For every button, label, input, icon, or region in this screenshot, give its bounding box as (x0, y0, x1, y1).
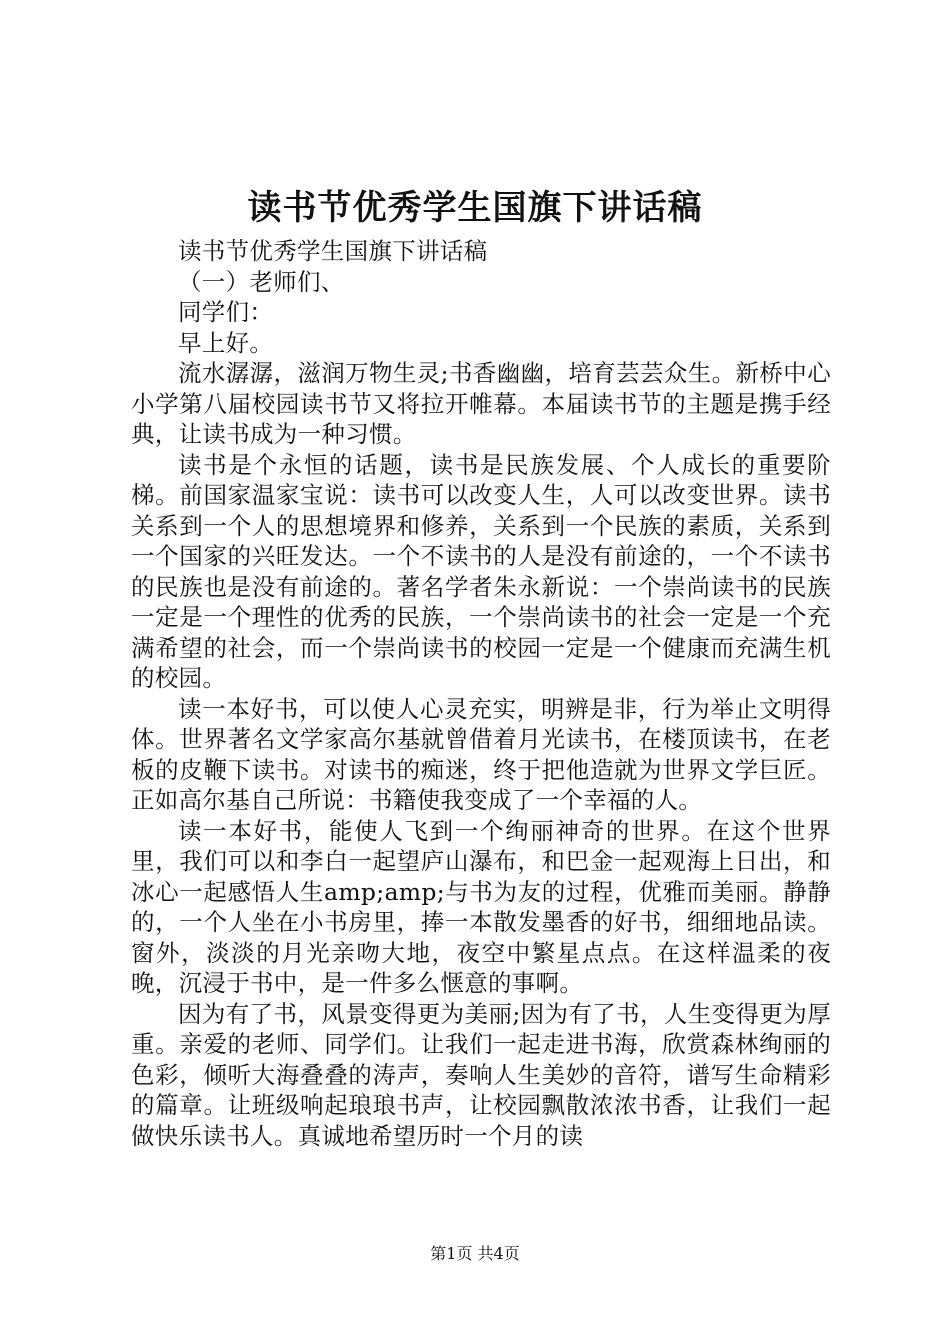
paragraph: 早上好。 (178, 328, 274, 357)
document-title: 读书节优秀学生国旗下讲话稿 (247, 188, 703, 228)
paragraph: 流水潺潺，滋润万物生灵;书香幽幽，培育芸芸众生。新桥中心小学第八届校园读书节又将拉开帷幕。本届读书节的主题是携手经典，让读书成为一种习惯。 (131, 359, 831, 448)
paragraph: 同学们： (178, 298, 274, 326)
paragraph: 读一本好书，可以使人心灵充实，明辨是非，行为举止文明得体。世界著名文学家高尔基就曾借着月光读书，在楼顶读书，在老板的皮鞭下读书。对读书的痴迷，终于把他造就为世界文学巨匠。正如高尔基自己所说：书籍使我变成了一个幸福的人。 (131, 694, 831, 814)
paragraph: 因为有了书，风景变得更为美丽;因为有了书，人生变得更为厚重。亲爱的老师、同学们。让我们一起走进书海，欣赏森林绚丽的色彩，倾听大海叠叠的涛声，奏响人生美妙的音符，谱写生命精彩的篇章。让班级响起琅琅书声，让校园飘散浓浓书香，让我们一起做快乐读书人。真诚地希望历时一个月的读 (131, 999, 831, 1150)
page-footer: 第1页 共4页 (430, 1244, 520, 1263)
paragraph: （一）老师们、 (178, 267, 345, 296)
document-body (131, 236, 831, 1151)
paragraph: 读书是个永恒的话题，读书是民族发展、个人成长的重要阶梯。前国家温家宝说：读书可以改变人生，人可以改变世界。读书关系到一个人的思想境界和修养，关系到一个民族的素质，关系到一个国家的兴旺发达。一个不读书的人是没有前途的，一个不读书的民族也是没有前途的。著名学者朱永新说：一个崇尚读书的民族一定是一个理性的优秀的民族，一个崇尚读书的社会一定是一个充满希望的社会，而一个崇尚读书的校园一定是一个健康而充满生机的校园。 (131, 450, 831, 692)
paragraph: 读一本好书，能使人飞到一个绚丽神奇的世界。在这个世界里，我们可以和李白一起望庐山瀑布，和巴金一起观海上日出，和冰心一起感悟人生amp;amp;与书为友的过程，优雅而美丽。静静的，一个人坐在小书房里，捧一本散发墨香的好书，细细地品读。窗外，淡淡的月光亲吻大地，夜空中繁星点点。在这样温柔的夜晚，沉浸于书中，是一件多么惬意的事啊。 (131, 816, 831, 997)
paragraph: 读书节优秀学生国旗下讲话稿 (178, 237, 488, 265)
